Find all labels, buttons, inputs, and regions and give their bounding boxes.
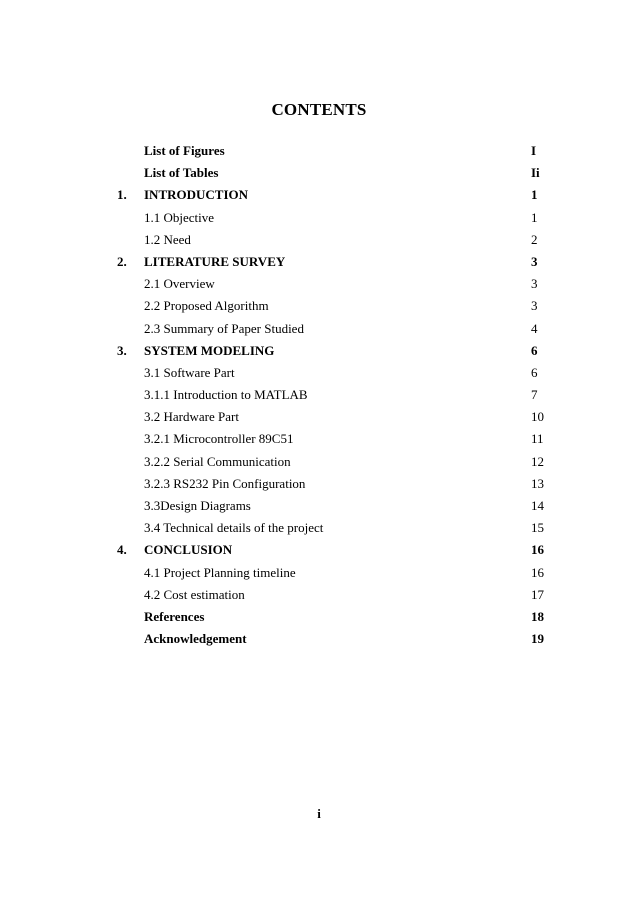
toc-entry-page: 3 [531, 276, 538, 292]
toc-entry-page: 16 [531, 542, 544, 558]
toc-entry-label: 3.4 Technical details of the project [144, 520, 324, 536]
toc-entry [0, 562, 638, 584]
toc-entry-label: 3.1 Software Part [144, 364, 235, 380]
toc-entry-label: 3.1.1 Introduction to MATLAB [144, 387, 308, 403]
toc-entry [0, 384, 638, 406]
toc-entry [0, 584, 638, 606]
page-title: CONTENTS [271, 100, 367, 119]
toc-entry-number: 1. [117, 187, 127, 203]
toc-entry-page: 11 [531, 431, 544, 447]
toc-entry [0, 406, 638, 428]
toc-entry-page: 2 [531, 231, 538, 247]
toc-entry-page: 4 [531, 320, 538, 336]
toc-entry-label: 2.2 Proposed Algorithm [144, 298, 269, 314]
toc-entry-number: 4. [117, 542, 127, 558]
toc-entry [0, 428, 638, 450]
toc-entry-page: 19 [531, 631, 544, 647]
toc-entry-label: 3.2 Hardware Part [144, 409, 239, 425]
toc-entry-number: 2. [117, 253, 127, 269]
toc-entry [0, 628, 638, 650]
toc-entry-page: 17 [531, 586, 544, 602]
toc-entry-page: 7 [531, 387, 538, 403]
toc-entry-page: 3 [531, 298, 538, 314]
toc-entry [0, 162, 638, 184]
toc-entry [0, 451, 638, 473]
toc-entry-label: 4.1 Project Planning timeline [144, 564, 296, 580]
toc-entry [0, 251, 638, 273]
toc-entry [0, 495, 638, 517]
toc-entry-label: 4.2 Cost estimation [144, 586, 245, 602]
toc-entry [0, 517, 638, 539]
toc-entry [0, 318, 638, 340]
toc-entry-page: 1 [531, 209, 538, 225]
toc-entry-page: 14 [531, 498, 544, 513]
toc-entry-label: LITERATURE SURVEY [144, 253, 286, 269]
toc-entry-label: 2.1 Overview [144, 276, 215, 292]
toc-entry [0, 606, 638, 628]
toc-entry-label: 3.2.3 RS232 Pin Configuration [144, 475, 306, 491]
page-number: i [317, 806, 321, 821]
toc-entry-label: 3.2.1 Microcontroller 89C51 [144, 431, 294, 447]
toc-entry-page: 6 [531, 342, 538, 358]
toc-entry-page: 16 [531, 564, 544, 580]
toc-entry [0, 273, 638, 295]
toc-entry-label: Acknowledgement [144, 631, 247, 647]
toc-entry-label: References [144, 608, 205, 624]
toc-entry-page: 3 [531, 253, 538, 269]
toc-entry [0, 340, 638, 362]
toc-entry [0, 295, 638, 317]
toc-entry-label: List of Figures [144, 143, 225, 158]
toc-entry [0, 207, 638, 229]
toc-entry-page: I [531, 143, 537, 158]
toc-entry-page: 10 [531, 409, 544, 425]
toc-entry-label: List of Tables [144, 165, 219, 181]
toc-entry-page: 18 [531, 608, 544, 624]
table-of-contents [0, 140, 638, 650]
toc-entry [0, 229, 638, 251]
toc-entry-label: 1.1 Objective [144, 209, 215, 225]
toc-entry-label: 2.3 Summary of Paper Studied [144, 320, 304, 336]
toc-entry [0, 184, 638, 206]
toc-entry-label: INTRODUCTION [144, 187, 249, 203]
toc-entry-page: 6 [531, 364, 538, 380]
toc-entry-label: 3.3Design Diagrams [144, 498, 251, 513]
toc-entry [0, 473, 638, 495]
toc-entry-page: 12 [531, 453, 544, 469]
toc-entry-page: 13 [531, 475, 544, 491]
toc-entry-label: SYSTEM MODELING [144, 342, 275, 358]
toc-entry [0, 539, 638, 561]
toc-entry-label: 1.2 Need [144, 231, 191, 247]
toc-entry-page: Ii [531, 165, 540, 181]
toc-entry [0, 362, 638, 384]
toc-entry-label: CONCLUSION [144, 542, 233, 558]
toc-entry-page: 15 [531, 520, 544, 536]
toc-entry [0, 140, 638, 162]
toc-entry-number: 3. [117, 342, 127, 358]
toc-entry-label: 3.2.2 Serial Communication [144, 453, 291, 469]
toc-entry-page: 1 [531, 187, 538, 203]
